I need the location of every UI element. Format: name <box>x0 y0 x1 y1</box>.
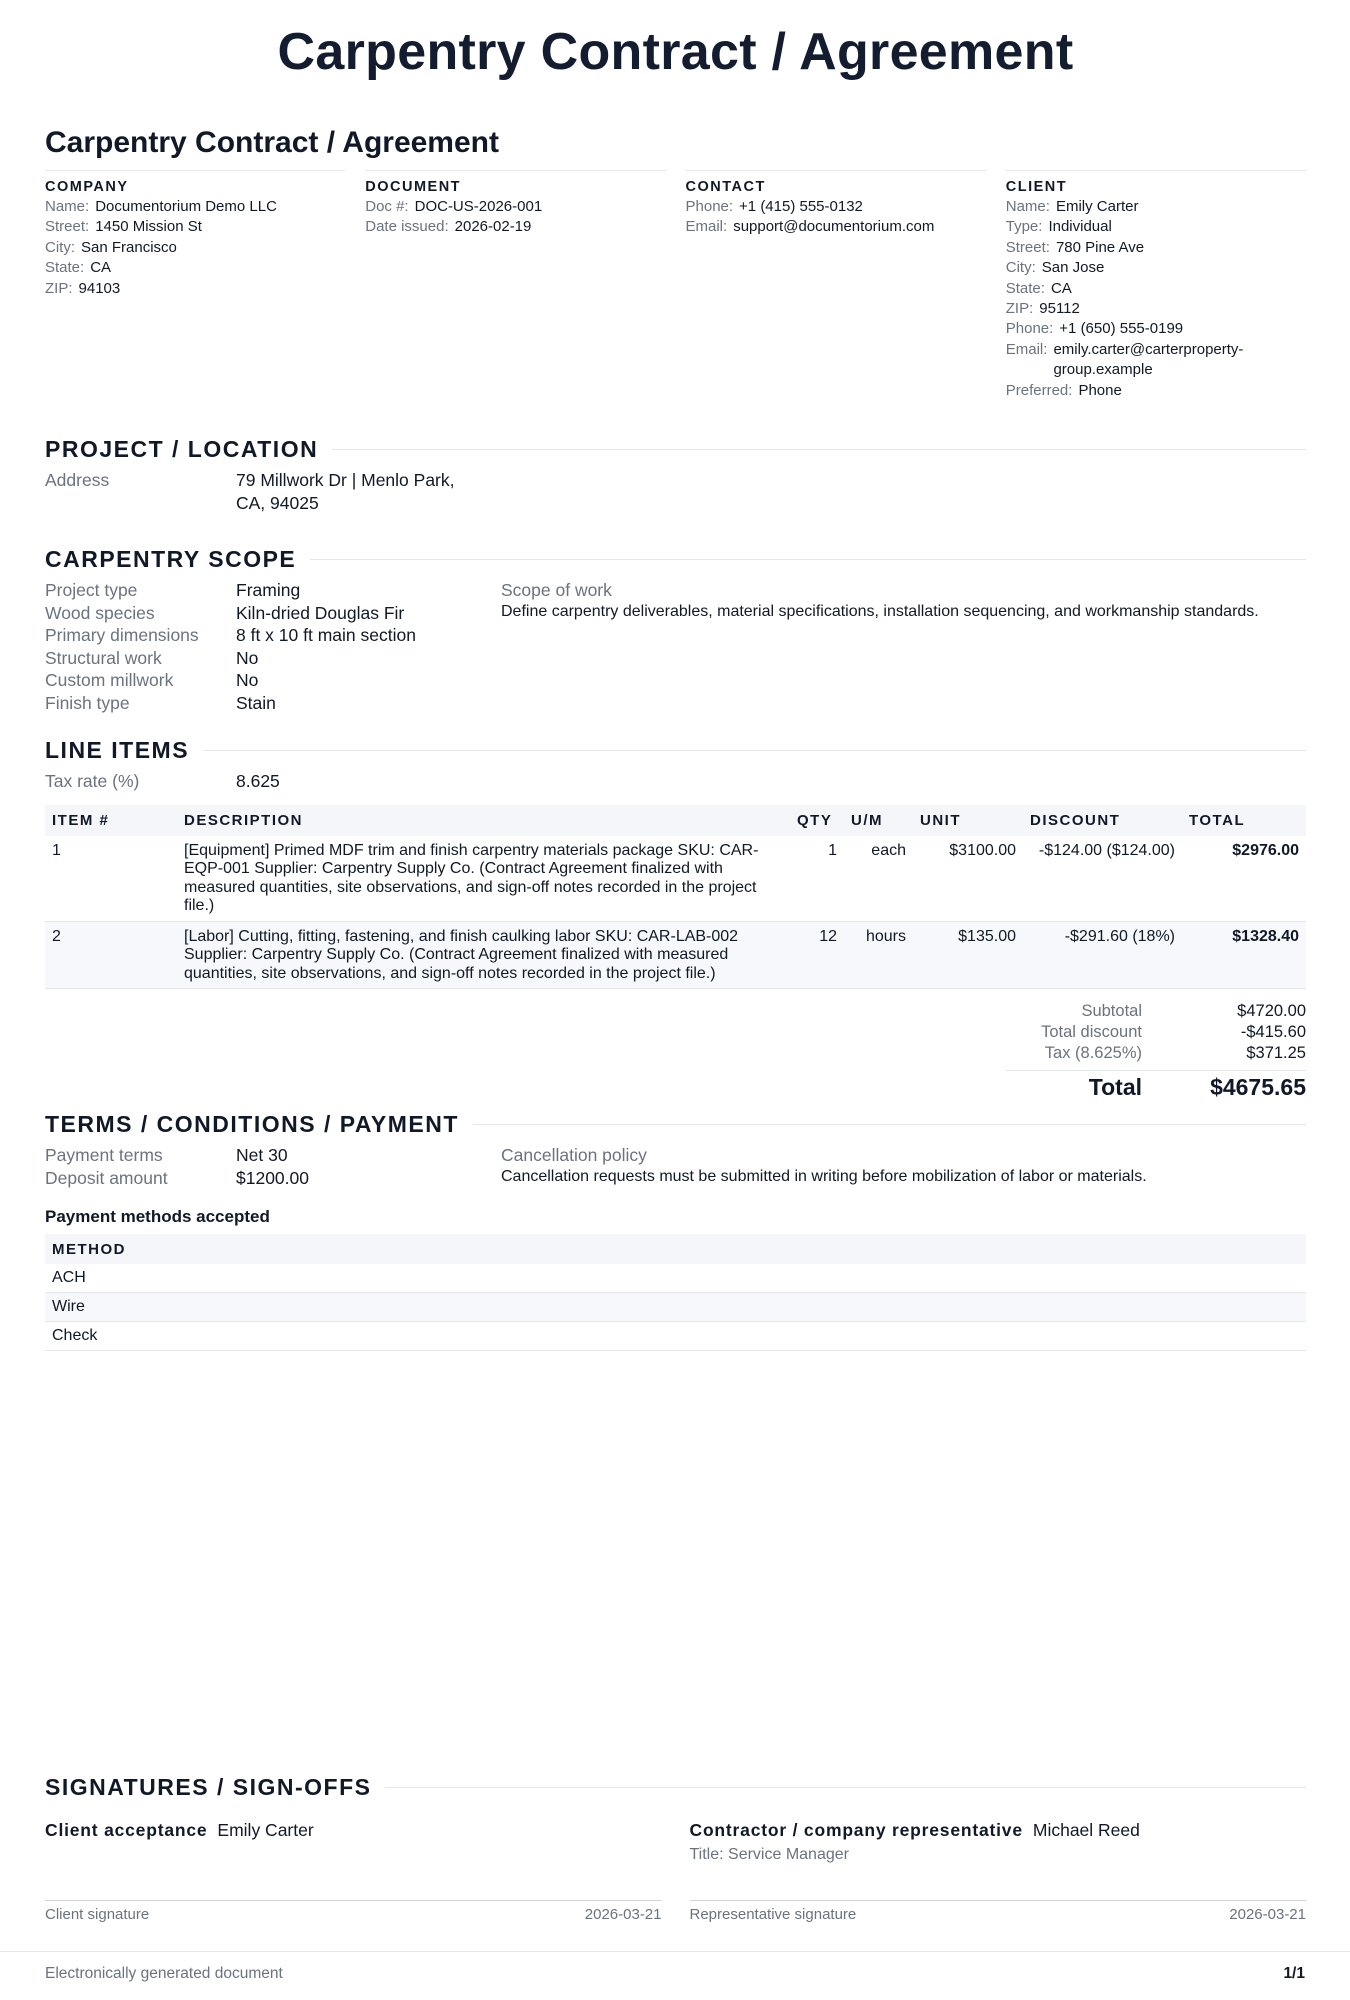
client-type-row <box>1006 217 1306 237</box>
field-label: Custom millwork <box>45 670 174 691</box>
table-row <box>45 1322 1306 1351</box>
field-label: Type: <box>1005 218 1043 236</box>
scope-field-row <box>45 579 501 602</box>
field-value: 2026-02-19 <box>454 218 532 236</box>
tax-value: $371.25 <box>1246 1044 1306 1063</box>
company-city-row <box>45 238 345 258</box>
scope-field-row <box>45 602 501 625</box>
col-qty: QTY <box>790 805 844 836</box>
company-zip-row <box>45 279 345 299</box>
scope-of-work <box>501 579 1306 714</box>
field-value: +1 (650) 555-0199 <box>1059 320 1184 338</box>
col-total: TOTAL <box>1182 805 1306 836</box>
client-block <box>1006 170 1306 401</box>
field-label: Doc #: <box>365 198 409 215</box>
representative-signature-date: 2026-03-21 <box>1229 1906 1306 1923</box>
scope-of-work-text: Define carpentry deliverables, material specifications, installation sequencing, and workmanship standards. <box>501 602 1259 620</box>
client-signature-label: Client signature <box>45 1906 150 1923</box>
representative-signature-line[interactable] <box>690 1900 1307 1923</box>
payment-method: Check <box>45 1322 1306 1351</box>
grand-total-value: $4675.65 <box>1210 1074 1306 1101</box>
table-row <box>45 1293 1306 1322</box>
client-preferred-row <box>1006 381 1306 401</box>
info-grid <box>45 170 1306 401</box>
representative-label: Contractor / company representative <box>689 1820 1023 1840</box>
item-um: hours <box>844 921 913 989</box>
divider <box>332 449 1306 450</box>
total-discount-value: -$415.60 <box>1240 1023 1306 1042</box>
field-value: No <box>236 647 259 668</box>
field-value: DOC-US-2026-001 <box>414 198 543 215</box>
client-heading: CLIENT <box>1005 179 1068 195</box>
scope-fields <box>45 579 501 714</box>
field-value: +1 (415) 555-0132 <box>739 198 863 215</box>
signatures-section-header <box>45 1773 1306 1801</box>
client-name: Emily Carter <box>217 1820 314 1840</box>
item-discount: -$291.60 (18%) <box>1023 921 1182 989</box>
scope-section-header <box>45 545 1306 573</box>
item-description: [Labor] Cutting, fitting, fastening, and finish caulking labor SKU: CAR-LAB-002 Supplier: Carpentry Supply Co. (Contract Agreement finalized with measured quantities, site observations, and sign-off notes recorded in the project file.) <box>177 921 790 989</box>
item-number: 2 <box>45 921 177 989</box>
item-description: [Equipment] Primed MDF trim and finish carpentry materials package SKU: CAR-EQP-001 Supplier: Carpentry Supply Co. (Contract Agreement finalized with measured quantities, site observations, and sign-off notes recorded in the project file.) <box>177 836 790 922</box>
scope-of-work-label: Scope of work <box>501 580 612 601</box>
company-state-row <box>45 258 345 278</box>
line-items-table <box>45 805 1306 990</box>
representative-signature-block <box>690 1819 1307 1923</box>
address-line-1: 79 Millwork Dr | Menlo Park, <box>236 470 455 491</box>
project-section-header <box>45 435 1306 463</box>
col-unit: UNIT <box>913 805 1023 836</box>
signatures-section <box>45 1773 1306 1923</box>
company-heading: COMPANY <box>45 179 129 195</box>
field-value: 1450 Mission St <box>95 218 202 236</box>
field-label: Email: <box>1005 340 1048 358</box>
field-label: Email: <box>685 218 728 236</box>
payment-method: ACH <box>45 1264 1306 1293</box>
field-label: Date issued: <box>365 218 449 236</box>
contact-block <box>686 170 986 401</box>
footer-note: Electronically generated document <box>45 1965 283 1982</box>
client-acceptance-header <box>45 1819 662 1841</box>
field-value: Framing <box>236 580 301 601</box>
terms-fields <box>45 1144 501 1189</box>
grand-total-row <box>1006 1070 1306 1101</box>
field-label: Phone: <box>1005 320 1054 338</box>
item-unit: $3100.00 <box>913 836 1023 922</box>
field-label: Street: <box>45 218 90 236</box>
col-method: METHOD <box>45 1234 1306 1264</box>
document-title: Carpentry Contract / Agreement <box>277 23 1074 81</box>
field-value: San Francisco <box>81 238 177 256</box>
address-value <box>236 469 455 514</box>
address-row <box>45 469 1306 514</box>
scope-field-row <box>45 669 501 692</box>
document-subtitle: Carpentry Contract / Agreement <box>45 126 499 159</box>
client-phone-row <box>1006 319 1306 339</box>
field-label: ZIP: <box>1005 300 1034 318</box>
subtotal-label: Subtotal <box>1081 1002 1142 1021</box>
field-value: 94103 <box>78 279 121 297</box>
field-value: support@documentorium.com <box>733 218 935 236</box>
cancellation-policy <box>501 1144 1306 1189</box>
scope-heading: CARPENTRY SCOPE <box>45 545 297 572</box>
field-value: Phone <box>1078 381 1122 399</box>
field-value: CA <box>90 259 112 277</box>
address-line-2: CA, 94025 <box>236 492 319 513</box>
cancellation-text: Cancellation requests must be submitted in writing before mobilization of labor or materials. <box>501 1167 1147 1185</box>
field-value: 95112 <box>1039 300 1080 318</box>
field-value: Documentorium Demo LLC <box>95 198 277 215</box>
col-item-number: ITEM # <box>45 805 177 836</box>
client-signature-line[interactable] <box>45 1900 662 1923</box>
cancellation-label: Cancellation policy <box>501 1145 647 1166</box>
field-value: Kiln-dried Douglas Fir <box>236 602 405 623</box>
field-label: ZIP: <box>45 279 73 297</box>
total-discount-label: Total discount <box>1041 1023 1142 1042</box>
tax-rate-value: 8.625 <box>236 771 280 792</box>
signature-grid <box>45 1819 1306 1923</box>
table-header-row <box>45 1234 1306 1264</box>
item-um: each <box>844 836 913 922</box>
tax-row <box>45 1043 1306 1064</box>
field-value: CA <box>1050 279 1072 297</box>
client-zip-row <box>1006 299 1306 319</box>
field-label: Preferred: <box>1005 381 1073 399</box>
field-label: State: <box>1005 279 1045 297</box>
field-value: San Jose <box>1041 259 1105 277</box>
item-total: $2976.00 <box>1182 836 1306 922</box>
field-value: $1200.00 <box>236 1167 309 1188</box>
divider <box>310 559 1306 560</box>
grand-total-label: Total <box>1088 1074 1142 1101</box>
client-email-row <box>1006 340 1306 381</box>
page-number: 1/1 <box>1283 1965 1305 1982</box>
client-signature-date: 2026-03-21 <box>584 1906 662 1923</box>
client-acceptance-label: Client acceptance <box>45 1820 208 1840</box>
table-header-row <box>45 805 1306 836</box>
address-label: Address <box>45 470 110 491</box>
total-discount-row <box>45 1022 1306 1043</box>
field-value: Emily Carter <box>1055 198 1139 215</box>
representative-header <box>690 1819 1307 1841</box>
terms-section-header <box>45 1110 1306 1138</box>
divider <box>473 1124 1306 1125</box>
company-street-row <box>45 217 345 237</box>
client-street-row <box>1006 238 1306 258</box>
scope-field-row <box>45 624 501 647</box>
client-city-row <box>1006 258 1306 278</box>
payment-methods-title: Payment methods accepted <box>45 1207 270 1227</box>
item-total: $1328.40 <box>1182 921 1306 989</box>
project-heading: PROJECT / LOCATION <box>45 435 319 462</box>
field-value: Stain <box>236 692 276 713</box>
payment-methods-table <box>45 1234 1306 1351</box>
contract-document <box>45 0 1306 1923</box>
field-value: emily.carter@carterproperty-group.example <box>1053 340 1244 379</box>
col-description: DESCRIPTION <box>177 805 790 836</box>
field-value: 780 Pine Ave <box>1055 238 1145 256</box>
field-value: 8 ft x 10 ft main section <box>236 625 416 646</box>
payment-method: Wire <box>45 1293 1306 1322</box>
field-value: Net 30 <box>236 1145 288 1166</box>
field-label: Name: <box>45 198 90 215</box>
field-value: No <box>236 670 259 691</box>
table-row <box>45 921 1306 989</box>
item-number: 1 <box>45 836 177 922</box>
field-label: Project type <box>45 580 138 601</box>
col-discount: DISCOUNT <box>1023 805 1182 836</box>
contact-email-row <box>686 217 986 237</box>
page-footer <box>0 1951 1350 1983</box>
client-state-row <box>1006 279 1306 299</box>
col-um: U/M <box>844 805 913 836</box>
field-label: Wood species <box>45 602 155 623</box>
payment-terms-row <box>45 1144 501 1167</box>
table-row <box>45 1264 1306 1293</box>
field-label: Primary dimensions <box>45 625 199 646</box>
terms-body <box>45 1144 1306 1189</box>
date-issued-row <box>365 217 665 237</box>
document-block <box>365 170 665 401</box>
field-label: City: <box>1005 259 1036 277</box>
item-qty: 1 <box>790 836 844 922</box>
line-items-heading: LINE ITEMS <box>45 736 190 763</box>
field-label: Deposit amount <box>45 1167 168 1188</box>
field-value: Individual <box>1048 218 1112 236</box>
company-block <box>45 170 345 401</box>
doc-number-row <box>365 197 665 217</box>
contact-phone-row <box>686 197 986 217</box>
scope-body <box>45 579 1306 714</box>
field-label: Name: <box>1005 198 1050 215</box>
field-label: Payment terms <box>45 1145 163 1166</box>
line-items-section-header <box>45 736 1306 764</box>
client-title-spacer <box>45 1846 662 1866</box>
tax-rate-label: Tax rate (%) <box>45 771 140 792</box>
field-label: Street: <box>1005 238 1050 256</box>
client-signature-block <box>45 1819 662 1923</box>
item-unit: $135.00 <box>913 921 1023 989</box>
subtotal-row <box>45 1001 1306 1022</box>
tax-label: Tax (8.625%) <box>1044 1044 1142 1063</box>
contact-heading: CONTACT <box>685 179 766 195</box>
field-label: State: <box>45 259 85 277</box>
divider <box>203 750 1306 751</box>
divider <box>385 1787 1306 1788</box>
scope-field-row <box>45 692 501 715</box>
item-qty: 12 <box>790 921 844 989</box>
field-label: Finish type <box>45 692 130 713</box>
representative-title: Title: Service Manager <box>689 1846 849 1863</box>
totals-block <box>45 1001 1306 1101</box>
signatures-heading: SIGNATURES / SIGN-OFFS <box>45 1773 372 1800</box>
subtotal-value: $4720.00 <box>1237 1002 1306 1021</box>
scope-field-row <box>45 647 501 670</box>
representative-signature-label: Representative signature <box>689 1906 857 1923</box>
table-row <box>45 836 1306 922</box>
field-label: Structural work <box>45 647 162 668</box>
deposit-amount-row <box>45 1167 501 1190</box>
tax-rate-row <box>45 770 1306 793</box>
document-heading: DOCUMENT <box>365 179 462 195</box>
terms-heading: TERMS / CONDITIONS / PAYMENT <box>45 1110 459 1137</box>
client-name-row <box>1006 197 1306 217</box>
field-label: Phone: <box>685 198 734 215</box>
company-name-row <box>45 197 345 217</box>
representative-name: Michael Reed <box>1032 1820 1140 1840</box>
field-label: City: <box>45 238 75 256</box>
item-discount: -$124.00 ($124.00) <box>1023 836 1182 922</box>
